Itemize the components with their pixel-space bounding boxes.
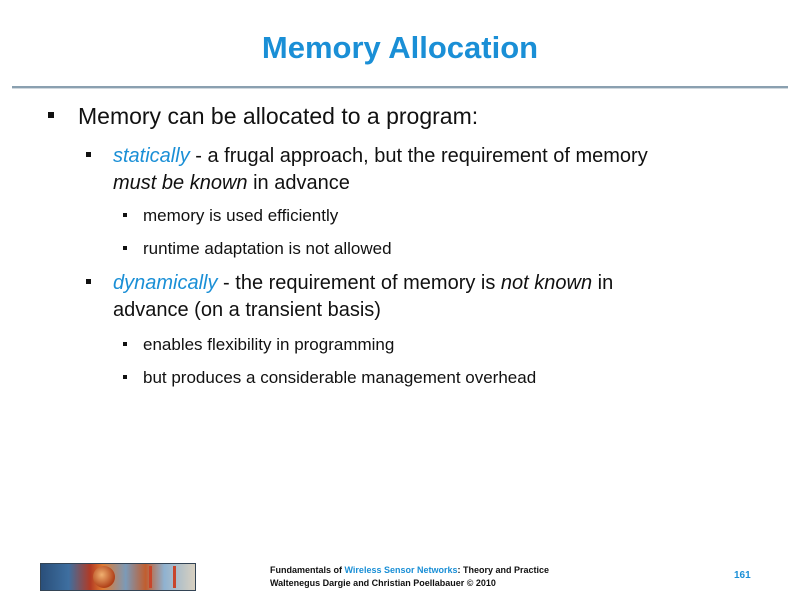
bullet-text <box>113 143 648 197</box>
square-bullet-icon <box>123 246 127 250</box>
sub-bullet-text: memory is used efficiently <box>143 206 339 225</box>
static-text-a: - a frugal approach, but the requirement of memory <box>189 145 648 167</box>
sensor-disk-icon <box>93 566 115 588</box>
emphasis-not-known: not known <box>500 272 593 294</box>
emphasis-must-be-known: must be known <box>113 172 248 194</box>
page-number: 161 <box>734 570 751 581</box>
static-text-b: in advance <box>247 172 350 194</box>
dynamic-line2: advance (on a transient basis) <box>113 299 381 321</box>
footer-line1 <box>270 564 549 577</box>
sub-bullet-text: but produces a considerable management overhead <box>143 368 537 387</box>
sub-bullet-text: enables flexibility in programming <box>143 335 395 354</box>
footer-line2: Waltenegus Dargie and Christian Poellabauer © 2010 <box>270 578 496 588</box>
dynamic-text-a: - the requirement of memory is <box>217 272 501 294</box>
square-bullet-icon <box>86 279 91 284</box>
bridge-tower-icon <box>173 566 176 588</box>
footer-suffix: : Theory and Practice <box>457 565 550 575</box>
slide-title: Memory Allocation <box>261 30 539 65</box>
square-bullet-icon <box>123 213 127 217</box>
footer-credits <box>270 564 549 590</box>
square-bullet-icon <box>86 152 91 157</box>
square-bullet-icon <box>123 375 127 379</box>
bridge-tower-icon <box>149 566 152 588</box>
term-dynamically: dynamically <box>113 272 218 294</box>
term-statically: statically <box>113 145 190 167</box>
bullet-text <box>113 270 613 324</box>
footer-book-title: Wireless Sensor Networks <box>344 565 458 575</box>
square-bullet-icon <box>123 342 127 346</box>
title-divider-shadow <box>12 88 788 89</box>
bullet-static <box>86 143 726 197</box>
footer-prefix: Fundamentals of <box>270 565 345 575</box>
square-bullet-icon <box>48 112 54 118</box>
bullet-dynamic <box>86 270 726 324</box>
footer-banner-image <box>40 563 196 591</box>
bullet-text: Memory can be allocated to a program: <box>78 103 479 129</box>
dynamic-text-b: in <box>592 272 614 294</box>
sub-bullet-text: runtime adaptation is not allowed <box>143 239 392 258</box>
